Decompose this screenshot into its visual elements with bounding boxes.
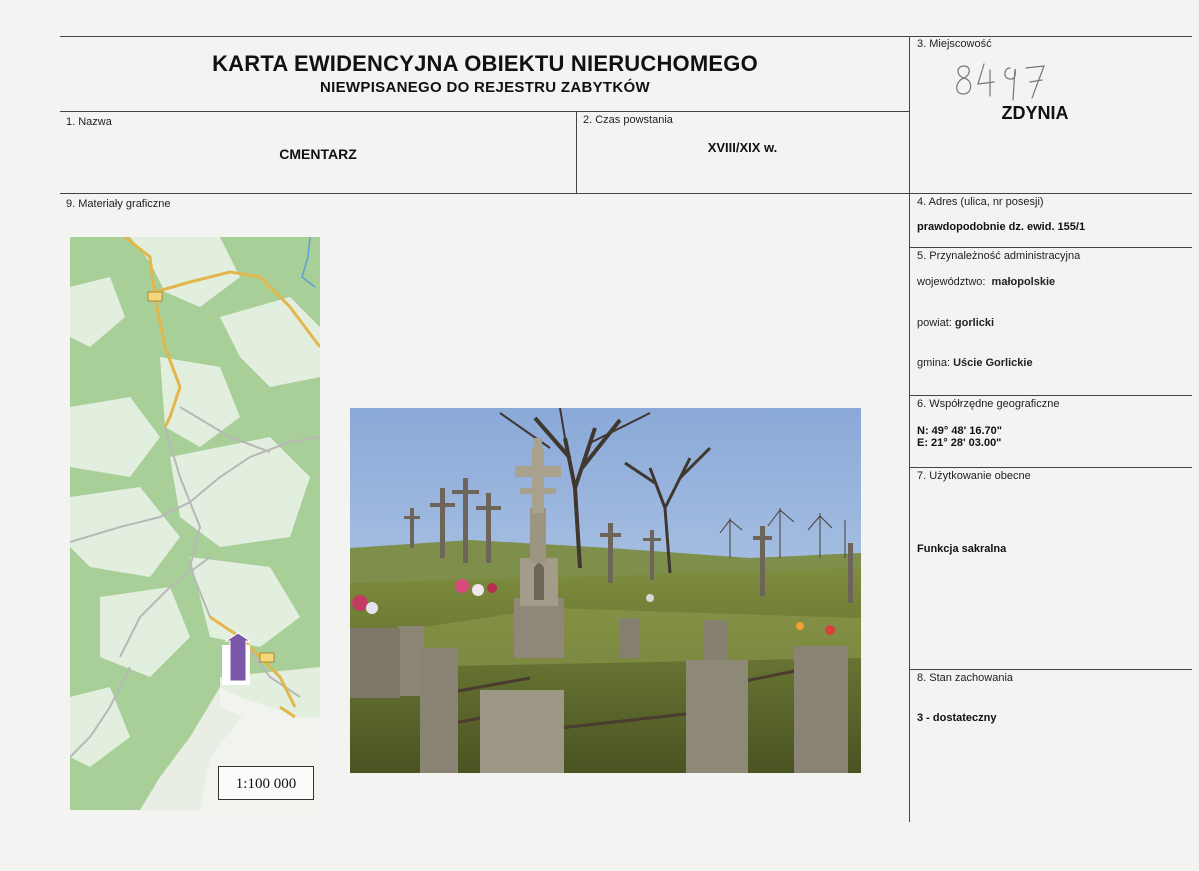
voivodeship-value: małopolskie (991, 276, 1056, 288)
coords-label: 6. Współrzędne geograficzne (917, 398, 1060, 410)
card-title: KARTA EWIDENCYJNA OBIEKTU NIERUCHOMEGO (212, 51, 758, 76)
right-column-divider (909, 36, 910, 822)
date-value: XVIII/XIX w. (707, 140, 778, 155)
commune-label: gmina: (917, 357, 951, 369)
address-rule (909, 247, 1192, 248)
county-label: powiat: (917, 317, 952, 329)
map-scale: 1:100 000 (218, 766, 314, 800)
condition-label: 8. Stan zachowania (917, 672, 1014, 684)
top-rule (60, 36, 1192, 37)
admin-rule (909, 395, 1192, 396)
name-label: 1. Nazwa (66, 116, 112, 128)
road-number-icon (148, 292, 162, 301)
coords-north: N: 49° 48' 16.70" (917, 425, 1003, 437)
coords-east: E: 21° 28' 03.00" (917, 437, 1002, 449)
admin-label: 5. Przynależność administracyjna (917, 250, 1081, 262)
handwritten-number (950, 56, 1050, 102)
cemetery-photo (350, 408, 861, 773)
card-subtitle: NIEWPISANEGO DO REJESTRU ZABYTKÓW (320, 79, 650, 96)
road-number-icon (260, 653, 274, 662)
condition-value: 3 - dostateczny (917, 712, 997, 724)
coords-rule (909, 467, 1192, 468)
usage-label: 7. Użytkowanie obecne (917, 470, 1031, 482)
date-label: 2. Czas powstania (583, 114, 673, 126)
row1-rule (60, 193, 1192, 194)
county-row (917, 317, 994, 329)
graphics-label: 9. Materiały graficzne (66, 198, 171, 210)
county-value: gorlicki (954, 317, 995, 329)
name-value: CMENTARZ (279, 146, 357, 162)
title-rule (60, 111, 910, 112)
commune-row (917, 357, 1033, 369)
address-label: 4. Adres (ulica, nr posesji) (917, 196, 1044, 208)
usage-rule (909, 669, 1192, 670)
location-marker-icon (222, 633, 250, 685)
address-value: prawdopodobnie dz. ewid. 155/1 (917, 221, 1086, 233)
voivodeship-label: województwo: (917, 276, 986, 288)
commune-value: Uście Gorlickie (953, 357, 1033, 369)
location-map (70, 237, 320, 810)
usage-value: Funkcja sakralna (917, 543, 1007, 555)
locality-label: 3. Miejscowość (917, 38, 992, 50)
voivodeship-row (917, 276, 1055, 288)
locality-value: ZDYNIA (1001, 103, 1069, 123)
